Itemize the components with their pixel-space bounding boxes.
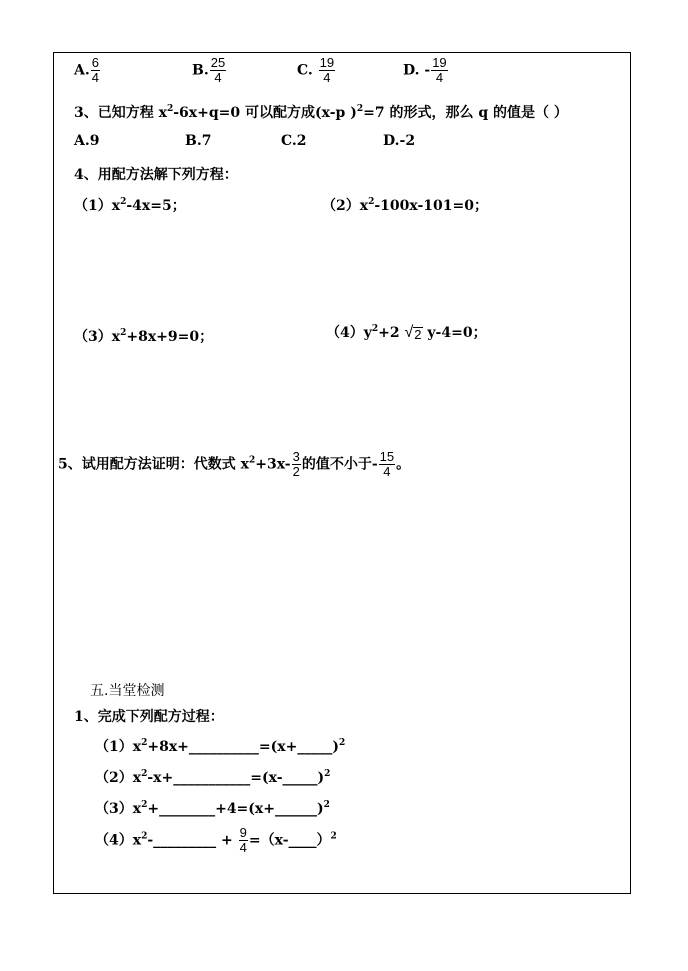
section-q1-title: 1、完成下列配方过程： [74, 709, 224, 725]
q3-text: 3、已知方程 $x^2-6x+q=0$ 可以配方成(x-p )$^2$=7 的形式，那么 q 的值是（ ） [74, 104, 568, 121]
fraction: $\frac{19}{4}$ [432, 55, 447, 85]
section-heading: 五.当堂检测 [90, 683, 165, 699]
fraction: $\frac{15}{4}$ [379, 449, 395, 479]
q3-option-b: B.7 [185, 133, 212, 149]
q2-option-b [192, 56, 227, 85]
option-label: A. [74, 62, 90, 79]
q2-option-c [297, 56, 336, 85]
q3-option-a: A.9 [74, 133, 100, 149]
q4-part-1: $(1)x^2-4x=5$； [74, 197, 186, 214]
exercise-2: $(2)x^2-x+\_\_\_\_\_\_\_\_\_\_\_=(x-\_\_\_\_\_)^2$ [95, 769, 331, 786]
q4-title: 4、用配方法解下列方程： [74, 167, 238, 183]
q5-text: 5、试用配方法证明：代数式 $x^2+3x-$ $\frac{3}{2}$ 的值不小于- $\frac{15}{4}$ 。 [58, 449, 411, 479]
exercise-4: $(4)x^2-\_\_\_\_\_\_\_\_\_$ + $\frac{9}{4}$ =（x-____）$^2$ [95, 825, 337, 855]
option-label: D. - [403, 62, 431, 79]
fraction: $\frac{3}{2}$ [292, 449, 300, 479]
q4-part-3: $(3)x^2+8x+9=0$； [74, 328, 214, 345]
fraction: $\frac{25}{4}$ [210, 55, 226, 85]
exercise-3: $(3)x^2+\_\_\_\_\_\_\_\_+4=(x+\_\_\_\_\_\_)^2$ [95, 800, 330, 817]
q4-part-2: $(2)x^2-100x-101=0$； [322, 197, 488, 214]
option-label: C. [297, 62, 313, 79]
option-label: B. [192, 62, 209, 79]
q3-option-c: C.2 [281, 133, 307, 149]
fraction: $\frac{19}{4}$ [319, 55, 335, 85]
fraction: $\frac{9}{4}$ [239, 825, 247, 855]
exercise-1: $(1)x^2+8x+\_\_\_\_\_\_\_\_\_\_=(x+\_\_\_\_\_)^2$ [95, 738, 346, 755]
q4-part-4: $(4)y^2+2$ √ 2 y-4=0； [326, 324, 487, 342]
q3-option-d: D.-2 [383, 133, 416, 149]
square-root: √ 2 [404, 324, 422, 342]
q2-option-a [74, 56, 101, 85]
fraction: $\frac{6}{4}$ [91, 55, 99, 85]
q2-option-d [403, 56, 449, 85]
